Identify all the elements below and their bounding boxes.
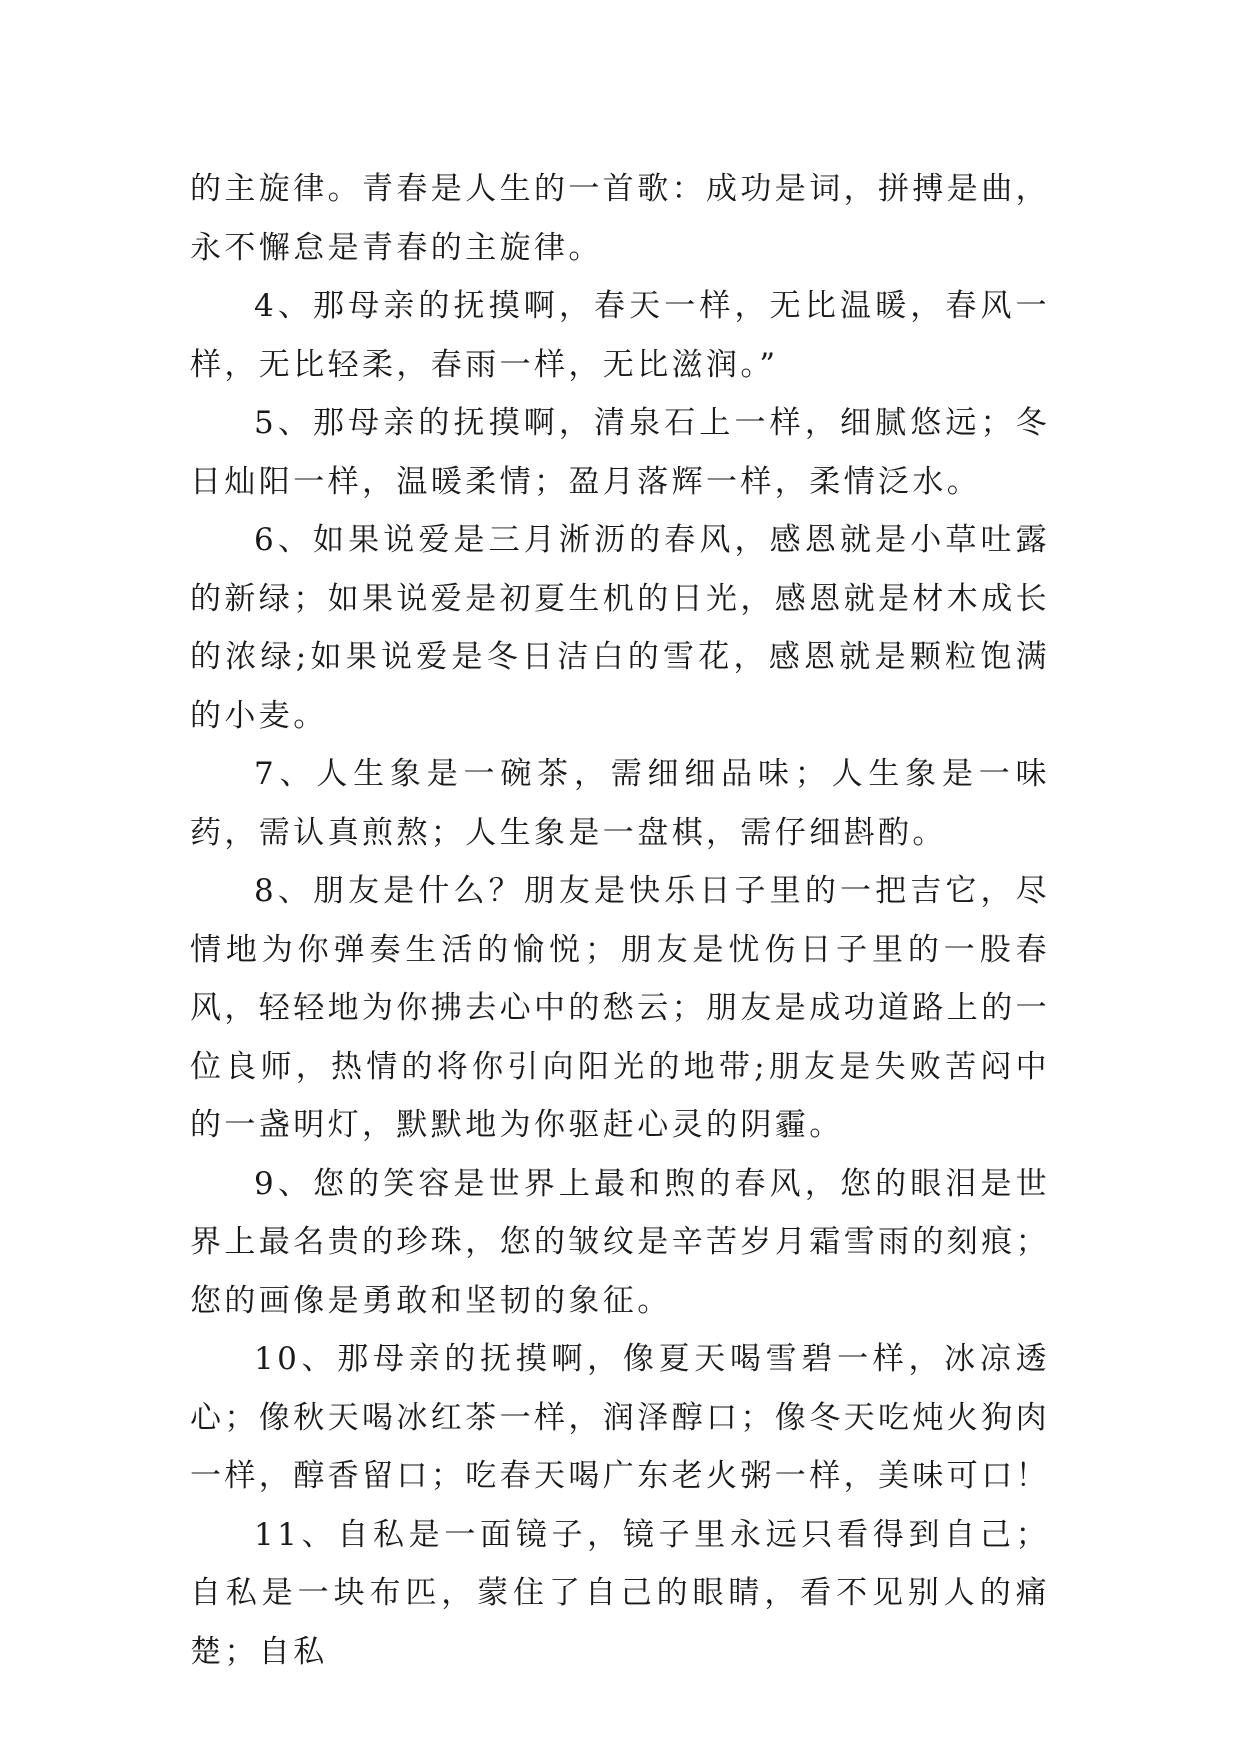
paragraph-7: 7、人生象是一碗茶，需细细品味；人生象是一味药，需认真煎熬；人生象是一盘棋，需仔细斟酌。: [190, 756, 1050, 851]
paragraph-4: 4、那母亲的抚摸啊，春天一样，无比温暖，春风一样，无比轻柔，春雨一样，无比滋润。”: [190, 288, 1050, 383]
paragraph-8: 8、朋友是什么？朋友是快乐日子里的一把吉它，尽情地为你弹奏生活的愉悦；朋友是忧伤日子里的一股春风，轻轻地为你拂去心中的愁云；朋友是成功道路上的一位良师，热情的将你引向阳光的地带;朋友是失败苦闷中的一盏明灯，默默地为你驱赶心灵的阴霾。: [190, 873, 1050, 1143]
paragraph-10: 10、那母亲的抚摸啊，像夏天喝雪碧一样，冰凉透心；像秋天喝冰红茶一样，润泽醇口；像冬天吃炖火狗肉一样，醇香留口；吃春天喝广东老火粥一样，美味可口！: [190, 1341, 1050, 1494]
paragraph-6: 6、如果说爱是三月淅沥的春风，感恩就是小草吐露的新绿；如果说爱是初夏生机的日光，感恩就是材木成长的浓绿;如果说爱是冬日洁白的雪花，感恩就是颗粒饱满的小麦。: [190, 522, 1050, 734]
paragraph-11: 11、自私是一面镜子，镜子里永远只看得到自己；自私是一块布匹，蒙住了自己的眼睛，看不见别人的痛楚；自私: [190, 1516, 1050, 1670]
paragraph-continuation: 的主旋律。青春是人生的一首歌：成功是词，拼搏是曲，永不懈怠是青春的主旋律。: [190, 171, 1050, 266]
paragraph-5: 5、那母亲的抚摸啊，清泉石上一样，细腻悠远；冬日灿阳一样，温暖柔情；盈月落辉一样，柔情泛水。: [190, 405, 1050, 500]
document-body: [190, 160, 1050, 1681]
paragraph-9: 9、您的笑容是世界上最和煦的春风，您的眼泪是世界上最名贵的珍珠，您的皱纹是辛苦岁月霜雪雨的刻痕；您的画像是勇敢和坚韧的象征。: [190, 1165, 1050, 1319]
